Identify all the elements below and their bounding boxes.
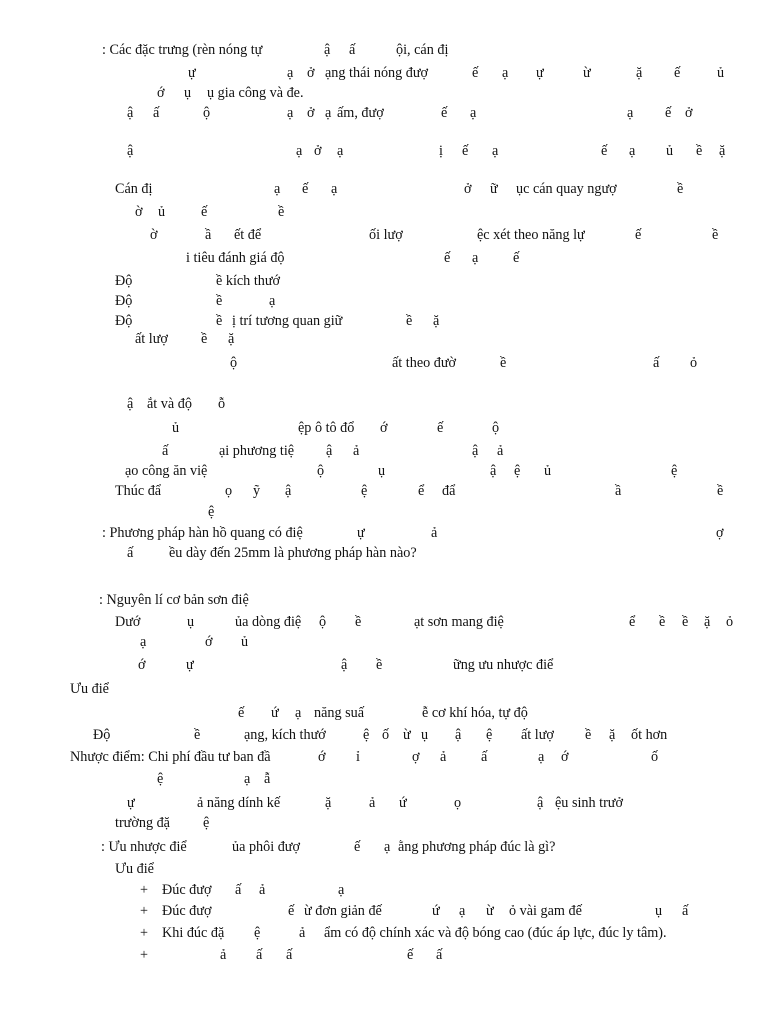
text-fragment: ủ [158,204,166,220]
text-fragment: ớ [138,657,146,673]
text-line [0,421,768,441]
text-fragment: ệc xét theo năng lự [477,227,585,243]
text-fragment: ẩm có độ chính xác và độ bóng cao (đúc áp lực, đúc ly tâm). [324,925,667,941]
text-fragment: ế [354,839,361,855]
text-line [0,106,768,126]
text-fragment: ố [382,727,390,743]
text-fragment: Nhược điểm: Chi phí đầu tư ban đầ [70,749,271,765]
text-fragment: ều dày đến 25mm là phương pháp hàn nào? [169,545,417,561]
text-fragment: ề [216,293,223,309]
text-fragment: ừ [403,727,411,743]
text-fragment: ề [659,614,666,630]
text-fragment: ừ đơn giản đế [304,903,382,919]
text-fragment: ớ [380,420,388,436]
text-fragment: ắt và độ [147,396,192,412]
text-line [0,464,768,484]
text-fragment: ạo công ăn việ [125,463,208,479]
text-line [0,546,768,566]
text-fragment: Đúc đượ [162,903,212,919]
text-fragment: trường đặ [115,815,170,831]
text-fragment: ặ [719,143,726,159]
text-fragment: Ưu điể [115,861,154,877]
text-line [0,658,768,678]
text-fragment: ề [355,614,362,630]
text-fragment: ủa dòng điệ [235,614,302,630]
text-fragment: ễ cơ khí hóa, tự độ [422,705,528,721]
text-fragment: ả [353,443,360,459]
text-fragment: ứ [271,705,279,721]
text-fragment: ạ [337,143,344,159]
text-fragment: ừ [486,903,494,919]
text-line [0,904,768,924]
text-line [0,43,768,63]
text-fragment: ế [437,420,444,436]
text-fragment: ề [216,313,223,329]
text-fragment: ạ [274,181,281,197]
text-fragment: ấm, đượ [337,105,384,121]
text-fragment: ự [357,525,365,541]
text-fragment: ở [314,143,322,159]
text-line [0,883,768,903]
text-fragment: ấ [653,355,660,371]
text-fragment: ề [677,181,684,197]
text-line [0,444,768,464]
text-fragment: ậ [455,727,462,743]
text-line [0,526,768,546]
text-fragment: ạ [459,903,466,919]
text-fragment: ặ [636,65,643,81]
text-fragment: ề [717,483,724,499]
text-fragment: ệ [157,771,164,787]
text-line [0,251,768,271]
text-line [0,862,768,882]
text-fragment: ế [462,143,469,159]
text-line [0,635,768,655]
text-fragment: ậ [127,105,134,121]
text-fragment: ề [376,657,383,673]
text-fragment: ặ [325,795,332,811]
text-fragment: ế [601,143,608,159]
text-line [0,593,768,613]
text-fragment: ỗ [218,396,226,412]
text-fragment: ạ [384,839,391,855]
text-fragment: ả năng dính kế [197,795,281,811]
text-fragment: ứ [432,903,440,919]
text-fragment: năng suấ [314,705,365,721]
text-fragment: ừ [583,65,591,81]
text-line [0,948,768,968]
text-fragment: ế [635,227,642,243]
text-fragment: ề [696,143,703,159]
text-fragment: Dướ [115,614,141,630]
text-fragment: ủ [172,420,180,436]
text-fragment: ầ [205,227,212,243]
text-fragment: ạt sơn mang điệ [414,614,504,630]
text-fragment: ạ [269,293,276,309]
text-line [0,144,768,164]
text-fragment: ệ [363,727,370,743]
text-fragment: ế [665,105,672,121]
text-fragment: ỉ [356,749,360,765]
text-fragment: ề kích thướ [216,273,281,289]
text-fragment: ặ [609,727,616,743]
text-fragment: ề [201,331,208,347]
text-fragment: ậ [285,483,292,499]
text-fragment: ở [307,105,315,121]
text-fragment: Thúc đẩ [115,483,162,499]
text-fragment: ệu sinh trưở [555,795,623,811]
text-fragment: ỏ vài gam đế [509,903,582,919]
text-fragment: ợ [412,749,420,765]
text-fragment: ả [440,749,447,765]
text-fragment: Độ [115,273,133,289]
text-fragment: i tiêu đánh giá độ [186,250,285,266]
text-fragment: ớ [561,749,569,765]
text-fragment: ậ [127,143,134,159]
text-fragment: + [140,882,149,898]
text-fragment: ế [201,204,208,220]
text-fragment: ạ [338,882,345,898]
text-fragment: ế [513,250,520,266]
text-fragment: ậ [490,463,497,479]
text-fragment: Độ [115,293,133,309]
text-fragment: ộ [492,420,500,436]
text-fragment: ế [288,903,295,919]
text-fragment: ụ [655,903,663,919]
text-line [0,926,768,946]
text-fragment: ạ [492,143,499,159]
text-fragment: ớ [318,749,326,765]
text-fragment: ớ [205,634,213,650]
text-fragment: ề [194,727,201,743]
text-fragment: ế [407,947,414,963]
text-fragment: ạ [627,105,634,121]
text-fragment: ạ [296,143,303,159]
text-fragment: ốt hơn [631,727,668,743]
text-fragment: ặ [704,614,711,630]
text-fragment: ạ [295,705,302,721]
text-fragment: ả [259,882,266,898]
text-fragment: ạ [470,105,477,121]
text-fragment: ạ [472,250,479,266]
text-fragment: ề [500,355,507,371]
text-fragment: ặ [433,313,440,329]
text-fragment: ự [536,65,544,81]
text-fragment: ết để [234,227,262,243]
text-fragment: ờ [135,204,143,220]
text-fragment: ạ [140,634,147,650]
text-fragment: ậ [127,396,134,412]
text-fragment: ở [307,65,315,81]
text-fragment: Ưu điể [70,681,109,697]
text-fragment: ệ [254,925,261,941]
text-fragment: ứ [399,795,407,811]
text-fragment: ộ [319,614,327,630]
text-line [0,274,768,294]
text-fragment: ụ gia công và đe. [207,85,304,101]
text-fragment: ệ [208,504,215,520]
text-fragment: ằng phương pháp đúc là gì? [398,839,556,855]
text-fragment: ủ [544,463,552,479]
text-fragment: ạng, kích thướ [244,727,326,743]
text-fragment: Độ [93,727,111,743]
text-line [0,182,768,202]
text-fragment: ờ [150,227,158,243]
text-fragment: ế [444,250,451,266]
text-fragment: ấ [256,947,263,963]
text-fragment: ạ [331,181,338,197]
text-fragment: ể [629,614,636,630]
text-fragment: ự [127,795,135,811]
text-fragment: ợ [716,525,724,541]
text-fragment: ề [682,614,689,630]
text-fragment: ặ [228,331,235,347]
text-line [0,615,768,635]
text-fragment: ề [278,204,285,220]
text-fragment: ạ [629,143,636,159]
text-line [0,332,768,352]
text-fragment: ấ [436,947,443,963]
text-line [0,728,768,748]
text-fragment: : Phương pháp hàn hồ quang có điệ [102,525,303,541]
text-line [0,314,768,334]
text-fragment: ụ [184,85,192,101]
text-fragment: ậ [472,443,479,459]
text-fragment: ỹ [253,483,261,499]
text-line [0,205,768,225]
text-fragment: ở [464,181,472,197]
text-fragment: : Ưu nhược điể [101,839,187,855]
text-fragment: ụ [421,727,429,743]
text-fragment: + [140,903,149,919]
text-fragment: ể [418,483,425,499]
text-fragment: ự [188,65,196,81]
text-line [0,772,768,792]
text-fragment: ậ [324,42,331,58]
text-fragment: ấ [162,443,169,459]
text-fragment: ế [472,65,479,81]
text-fragment: Cán đị [115,181,153,197]
text-fragment: ớ [157,85,165,101]
text-fragment: ọ [454,795,462,811]
text-line [0,228,768,248]
text-line [0,397,768,417]
text-fragment: ủ [717,65,725,81]
text-fragment: ả [497,443,504,459]
text-fragment: ủ [666,143,674,159]
text-line [0,86,768,106]
text-line [0,840,768,860]
text-fragment: ả [220,947,227,963]
text-fragment: Độ [115,313,133,329]
text-fragment: ộ [203,105,211,121]
text-fragment: ả [369,795,376,811]
text-fragment: ạ [287,65,294,81]
text-fragment: ề [712,227,719,243]
text-fragment: ạ [538,749,545,765]
text-fragment: ạng thái nóng đượ [325,65,429,81]
text-fragment: ọ [225,483,233,499]
text-fragment: ấ [349,42,356,58]
text-fragment: ị [439,143,443,159]
text-fragment: ấ [286,947,293,963]
text-fragment: ẫ [264,771,271,787]
text-line [0,294,768,314]
text-fragment: ỏ [690,355,698,371]
text-fragment: ế [238,705,245,721]
text-line [0,816,768,836]
text-fragment: ả [299,925,306,941]
text-fragment: ệ [203,815,210,831]
text-fragment: ấ [682,903,689,919]
text-line [0,484,768,504]
text-line [0,66,768,86]
text-fragment: ấ [153,105,160,121]
text-fragment: ệ [361,483,368,499]
text-fragment: ế [302,181,309,197]
text-fragment: ất lượ [521,727,554,743]
text-fragment: ầ [615,483,622,499]
text-line [0,682,768,702]
text-fragment: + [140,925,149,941]
text-fragment: ệ [514,463,521,479]
text-fragment: ự [186,657,194,673]
text-fragment: ấ [481,749,488,765]
text-line [0,505,768,525]
text-fragment: ậ [326,443,333,459]
text-fragment: ả [431,525,438,541]
text-fragment: ạ [287,105,294,121]
text-fragment: ậ [341,657,348,673]
text-fragment: ậ [537,795,544,811]
text-fragment: ại phương tiệ [219,443,295,459]
text-fragment: ủ [241,634,249,650]
text-fragment: : Các đặc trưng (rèn nóng tự [102,42,263,58]
text-fragment: ề [406,313,413,329]
text-fragment: ạ [502,65,509,81]
text-line [0,750,768,770]
text-fragment: ỏ [726,614,734,630]
text-fragment: ững ưu nhược điể [453,657,554,673]
text-fragment: ạ [244,771,251,787]
text-line [0,796,768,816]
text-fragment: ối lượ [369,227,403,243]
text-fragment: ệp ô tô đổ [298,420,355,436]
text-fragment: ất lượ [135,331,168,347]
text-fragment: ế [441,105,448,121]
text-fragment: đẩ [442,483,456,499]
text-line [0,356,768,376]
text-fragment: ạ [325,105,332,121]
text-fragment: ệ [671,463,678,479]
text-fragment: ộ [317,463,325,479]
text-fragment: Đúc đượ [162,882,212,898]
text-fragment: ấ [127,545,134,561]
text-fragment: ế [674,65,681,81]
text-fragment: ở [685,105,693,121]
text-fragment: ị trí tương quan giữ [232,313,343,329]
text-fragment: ủa phôi đượ [232,839,300,855]
text-fragment: ộ [230,355,238,371]
text-fragment: + [140,947,149,963]
text-fragment: ục cán quay ngượ [516,181,617,197]
text-fragment: ụ [187,614,195,630]
text-fragment: Khi đúc đặ [162,925,225,941]
text-fragment: ội, cán đị [396,42,449,58]
text-fragment: ố [651,749,659,765]
text-fragment: ữ [490,181,498,197]
text-line [0,706,768,726]
text-fragment: ệ [486,727,493,743]
text-fragment: ụ [378,463,386,479]
text-fragment: : Nguyên lí cơ bản sơn điệ [99,592,249,608]
text-fragment: ề [585,727,592,743]
text-fragment: ất theo đườ [392,355,457,371]
text-fragment: ấ [235,882,242,898]
